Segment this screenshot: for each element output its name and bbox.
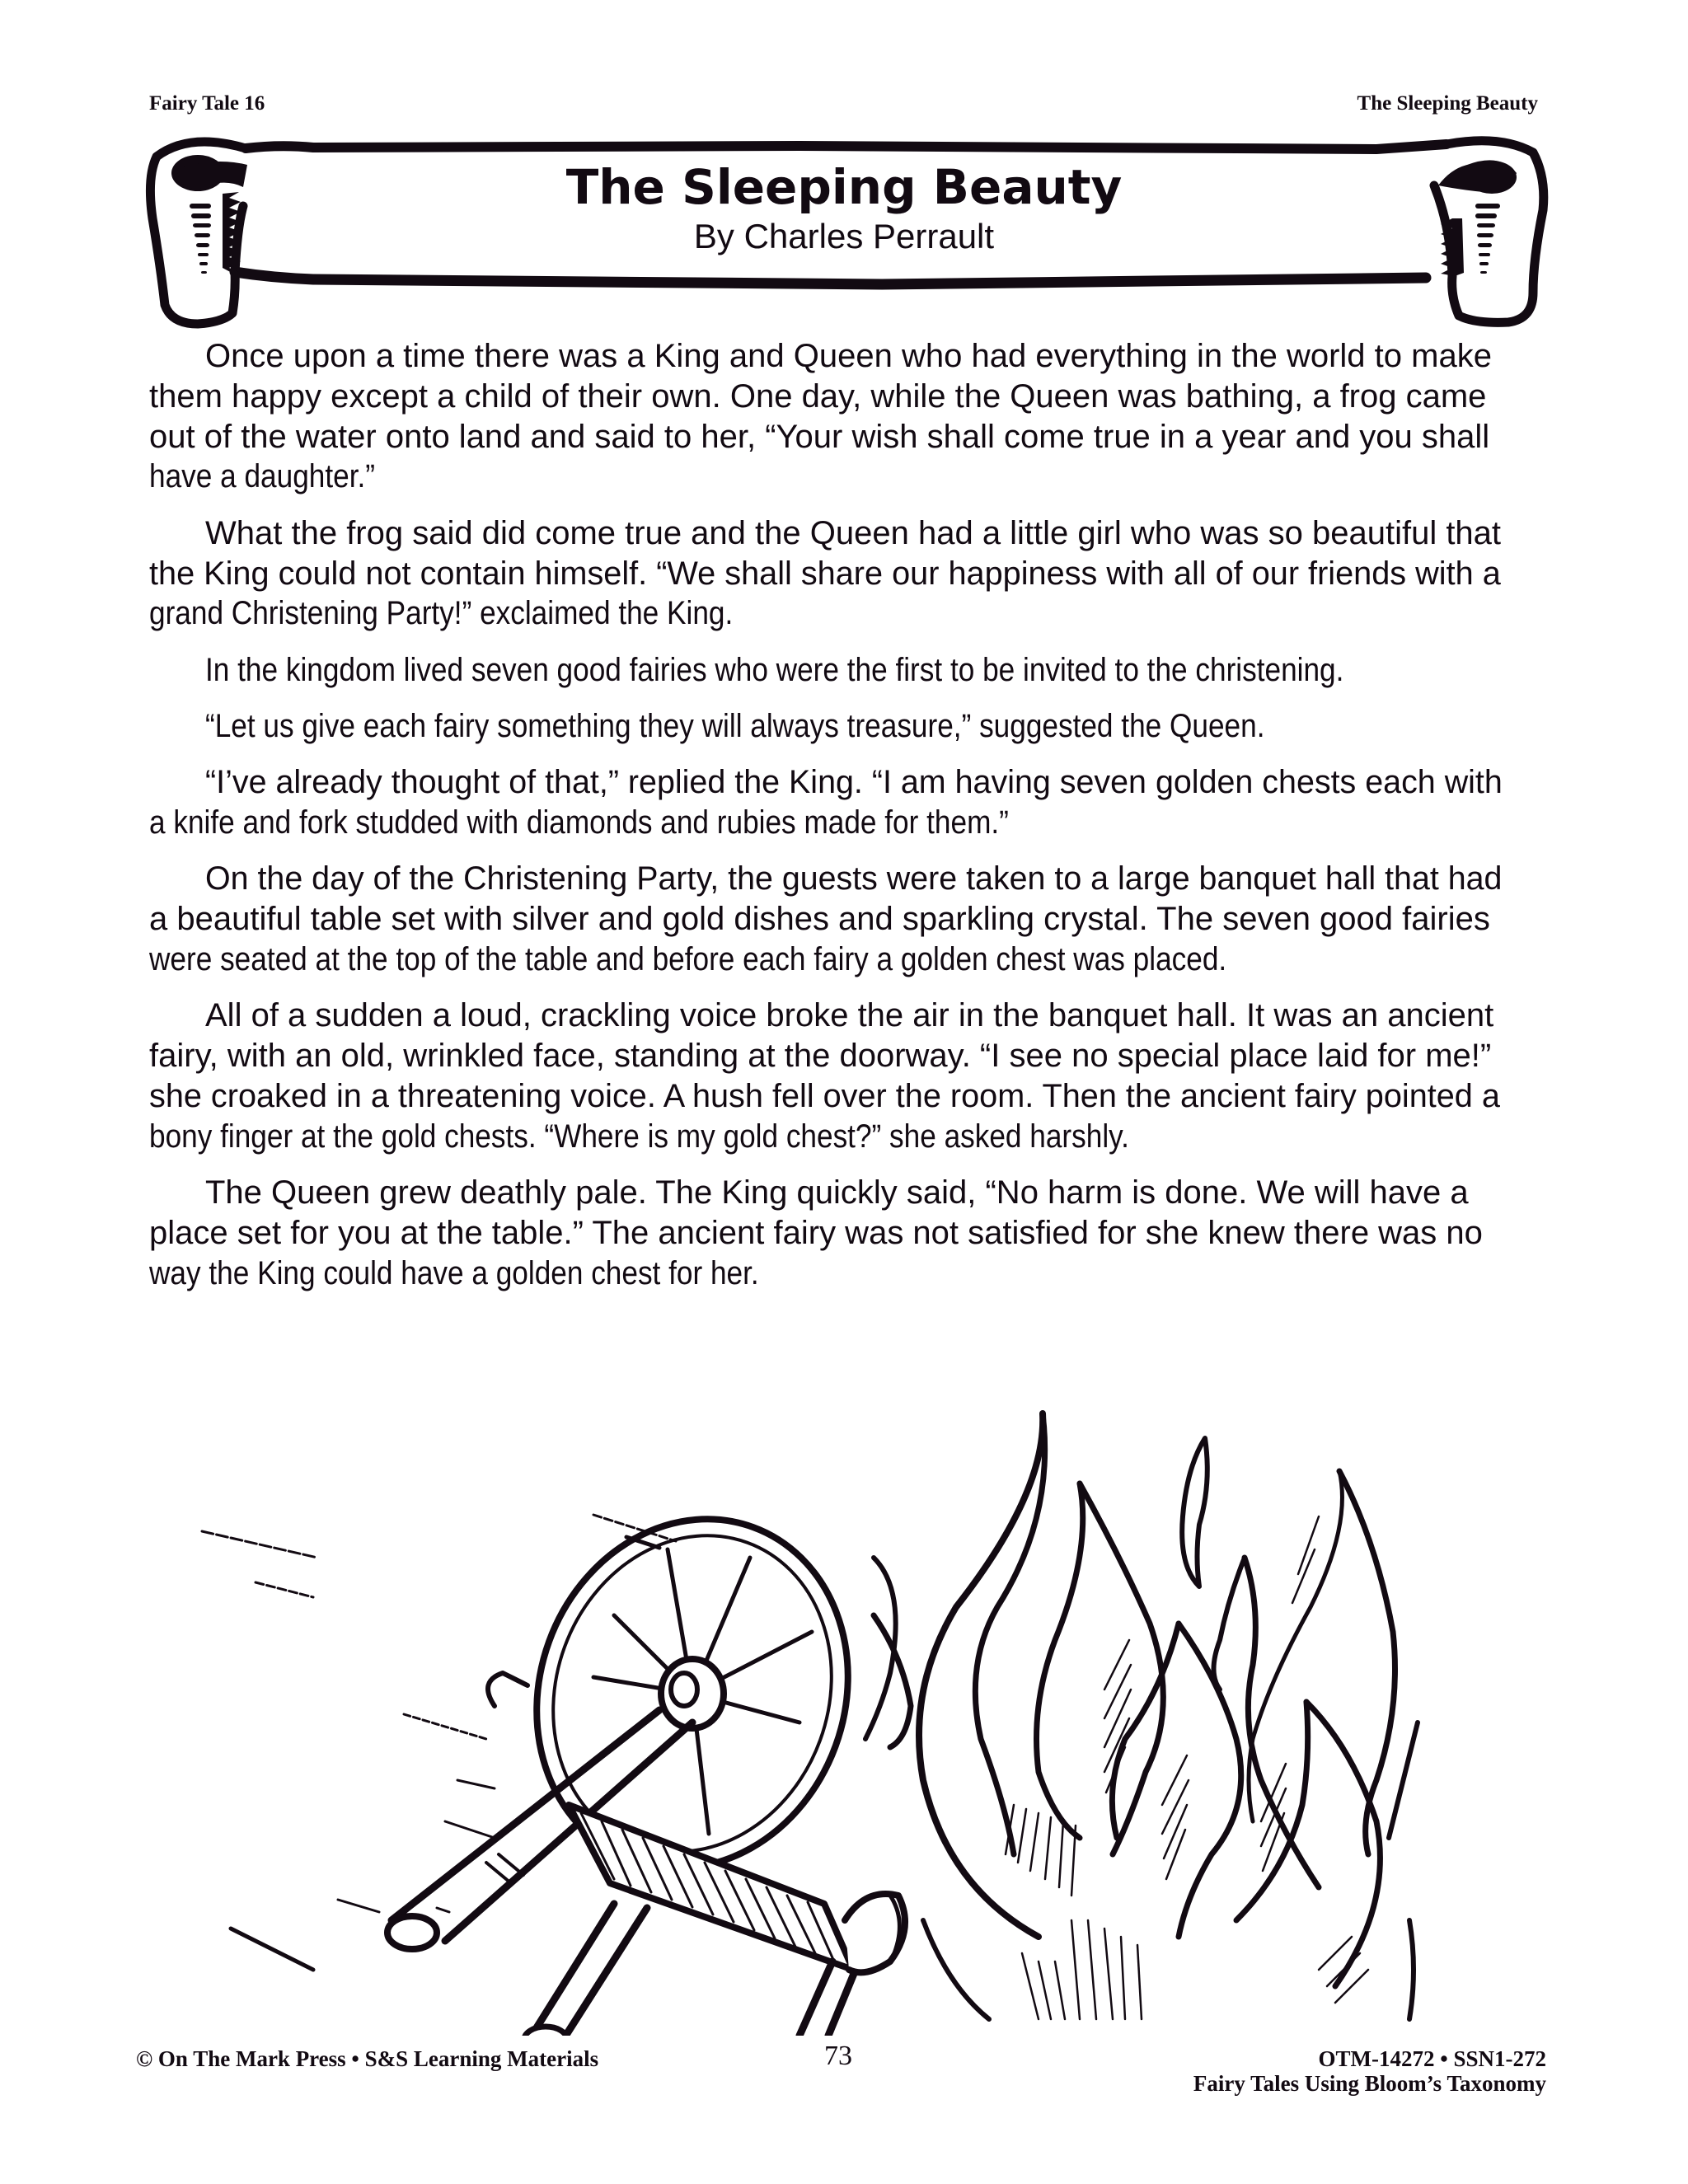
story-line: fairy, with an old, wrinkled face, standing at the doorway. “I see no special place laid for me!”	[149, 1038, 1492, 1074]
flames-illustration	[874, 1413, 1418, 2019]
footer-copyright: © On The Mark Press • S&S Learning Materials	[136, 2046, 599, 2071]
page-number: 73	[824, 2041, 852, 2071]
story-line: the King could not contain himself. “We shall share our happiness with all of our friends with a	[149, 555, 1501, 592]
story-line: What the frog said did come true and the Queen had a little girl who was so beautiful that	[205, 514, 1502, 551]
spinning-wheel-illustration	[387, 1475, 905, 2036]
story-line: a beautiful table set with silver and gold dishes and sparkling crystal. The seven good fairies	[149, 901, 1490, 938]
story-author: By Charles Perrault	[693, 217, 995, 255]
story-line: a knife and fork studded with diamonds and rubies made for them.”	[149, 804, 1009, 841]
story-line: out of the water onto land and said to her, “Your wish shall come true in a year and you shall	[149, 418, 1490, 455]
story-line: Once upon a time there was a King and Queen who had everything in the world to make	[205, 338, 1492, 374]
speed-lines-icon	[202, 1515, 676, 2036]
story-line: have a daughter.”	[149, 458, 375, 495]
running-header-left: Fairy Tale 16	[149, 92, 265, 115]
story-title: The Sleeping Beauty	[565, 159, 1123, 215]
story-line: grand Christening Party!” exclaimed the King.	[149, 595, 734, 632]
story-line: All of a sudden a loud, crackling voice broke the air in the banquet hall. It was an ancient	[205, 997, 1494, 1034]
story-line: she croaked in a threatening voice. A hush fell over the room. Then the ancient fairy pointed a	[149, 1077, 1500, 1114]
story-line: The Queen grew deathly pale. The King quickly said, “No harm is done. We will have a	[205, 1174, 1469, 1211]
story-line: way the King could have a golden chest for her.	[149, 1254, 759, 1291]
story-line: In the kingdom lived seven good fairies who were the first to be invited to the christening.	[205, 651, 1344, 688]
story-line: “Let us give each fairy something they will always treasure,” suggested the Queen.	[205, 707, 1265, 744]
footer-book-title: Fairy Tales Using Bloom’s Taxonomy	[1193, 2071, 1546, 2096]
story-line: bony finger at the gold chests. “Where is my gold chest?” she asked harshly.	[149, 1118, 1129, 1155]
running-header-right: The Sleeping Beauty	[1357, 92, 1538, 115]
story-line: “I’ve already thought of that,” replied the King. “I am having seven golden chests each with	[205, 764, 1503, 801]
story-line: them happy except a child of their own. One day, while the Queen was bathing, a frog came	[149, 377, 1487, 415]
story-line: were seated at the top of the table and before each fairy a golden chest was placed.	[149, 940, 1227, 977]
story-line: On the day of the Christening Party, the guests were taken to a large banquet hall that had	[205, 860, 1503, 898]
footer-product-code: OTM-14272 • SSN1-272	[1318, 2046, 1546, 2071]
story-line: place set for you at the table.” The ancient fairy was not satisfied for she knew there was no	[149, 1214, 1483, 1251]
spinning-wheel-fire-illustration	[165, 1393, 1451, 2036]
